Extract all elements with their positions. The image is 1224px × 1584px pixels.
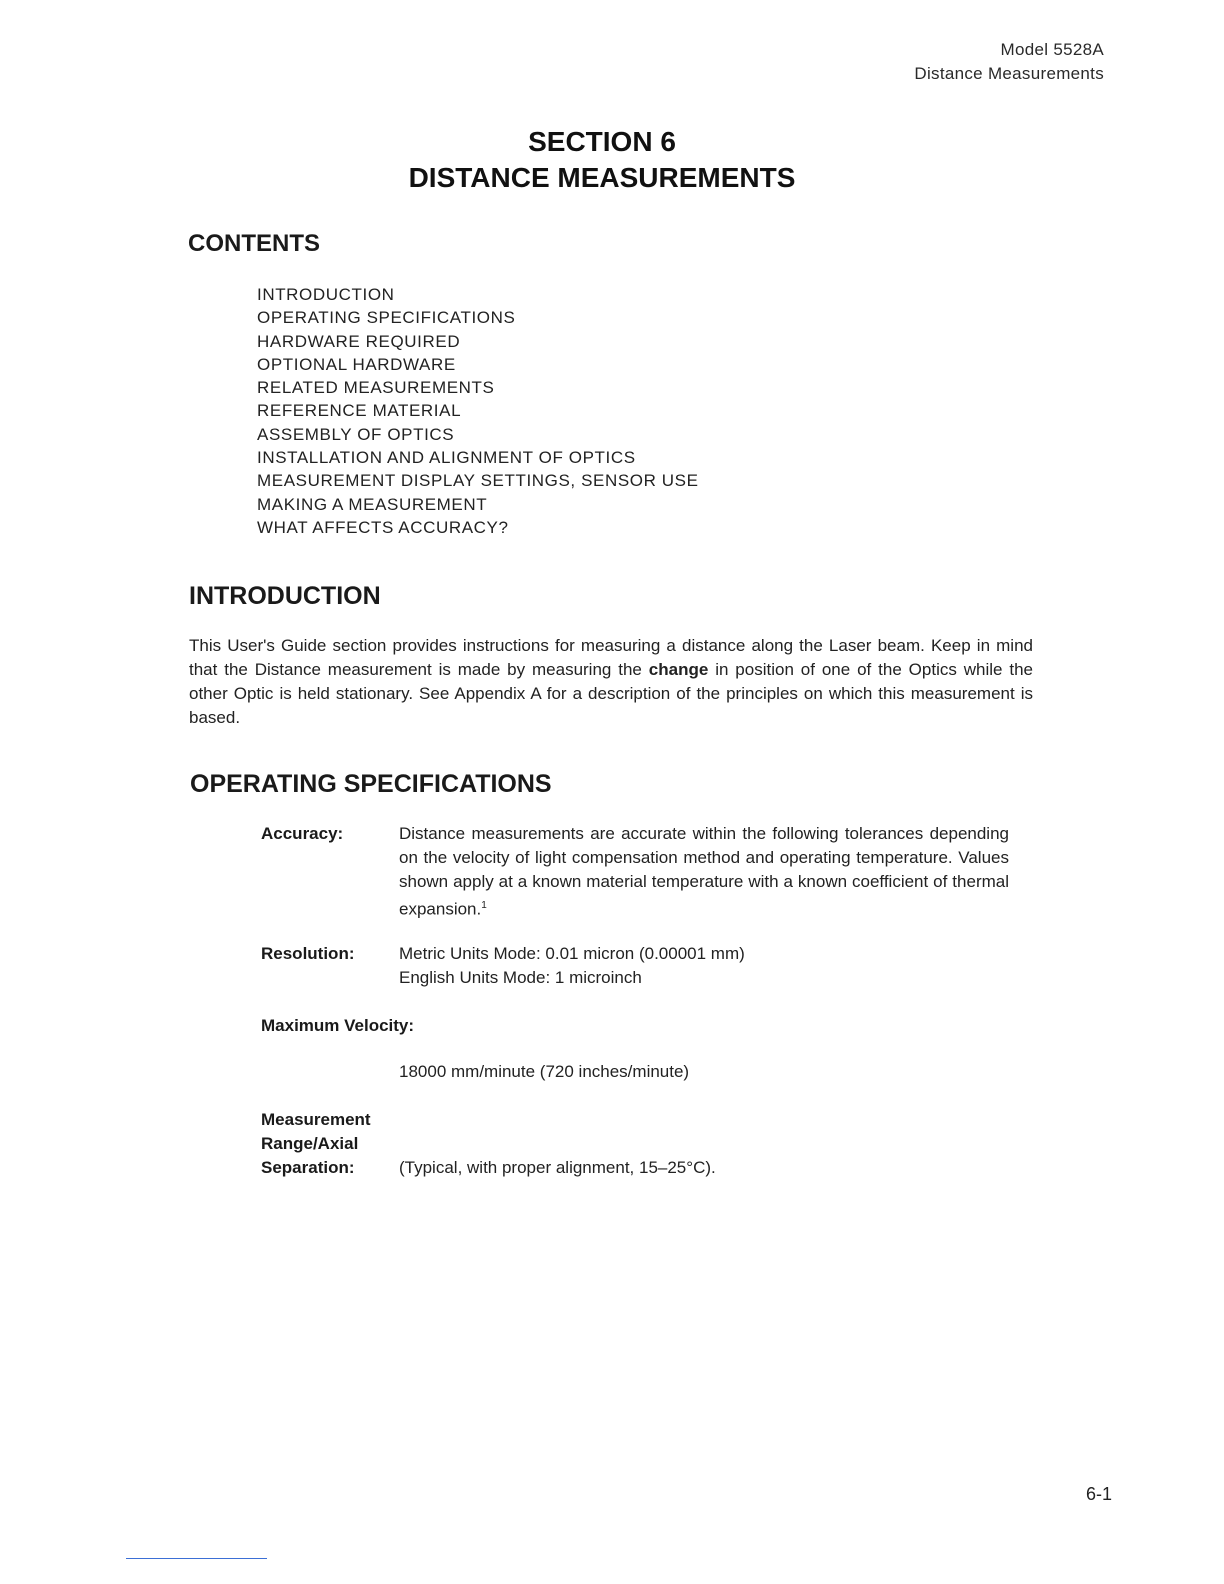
toc-item: MAKING A MEASUREMENT	[257, 494, 488, 514]
toc-item: REFERENCE MATERIAL	[257, 401, 462, 421]
toc-item: WHAT AFFECTS ACCURACY?	[257, 517, 509, 537]
toc-item: OPERATING SPECIFICATIONS	[257, 308, 516, 328]
header-model: Model 5528A	[1000, 40, 1104, 59]
footnote-ref: 1	[481, 900, 487, 911]
intro-text-end: in position of one of the Optics while the other Optic is held stationary. See Appendix A for a description of the principles on which this measurement is based.	[189, 660, 1033, 727]
introduction-heading: INTRODUCTION	[189, 582, 381, 610]
intro-emphasis: change	[648, 660, 709, 679]
range-label-line2: Range/Axial	[261, 1134, 359, 1153]
contents-list	[257, 283, 699, 539]
max-velocity-label: Maximum Velocity:	[261, 1016, 415, 1035]
toc-item: INTRODUCTION	[257, 285, 395, 304]
footnote-divider	[126, 1558, 267, 1559]
measurement-range-value: (Typical, with proper alignment, 15–25°C).	[399, 1158, 716, 1177]
introduction-paragraph	[189, 634, 1033, 730]
resolution-value	[399, 942, 1009, 990]
toc-item: RELATED MEASUREMENTS	[257, 378, 495, 398]
range-label-line1: Measurement	[261, 1110, 371, 1129]
intro-text-start: This User's Guide section provides instructions for measuring a distance along the Laser beam. Keep in mind that the Distance measurement is made by measuring the	[189, 636, 1033, 679]
toc-item: HARDWARE REQUIRED	[257, 331, 461, 351]
range-label-line3: Separation:	[261, 1158, 355, 1177]
toc-item: ASSEMBLY OF OPTICS	[257, 424, 455, 444]
measurement-range-label	[261, 1108, 371, 1180]
section-number: SECTION 6	[528, 126, 676, 157]
contents-heading: CONTENTS	[188, 230, 320, 257]
accuracy-label: Accuracy:	[261, 824, 344, 843]
toc-item: INSTALLATION AND ALIGNMENT OF OPTICS	[257, 448, 636, 468]
accuracy-value	[399, 822, 1009, 922]
section-title	[0, 124, 1204, 196]
section-name: DISTANCE MEASUREMENTS	[408, 162, 796, 193]
running-header	[914, 38, 1104, 86]
toc-item: OPTIONAL HARDWARE	[257, 354, 456, 374]
toc-item: MEASUREMENT DISPLAY SETTINGS, SENSOR USE	[257, 471, 699, 491]
page-number: 6-1	[1085, 1484, 1112, 1504]
header-subject: Distance Measurements	[914, 64, 1104, 83]
max-velocity-value: 18000 mm/minute (720 inches/minute)	[399, 1062, 690, 1081]
resolution-metric: Metric Units Mode: 0.01 micron (0.00001 mm)	[399, 944, 745, 963]
accuracy-text: Distance measurements are accurate within the following tolerances depending on the velocity of light compensation method and operating temperature. Values shown apply at a known material temperature with a known coefficient of thermal expansion.	[399, 824, 1009, 919]
operating-specifications-heading: OPERATING SPECIFICATIONS	[190, 770, 552, 798]
resolution-english: English Units Mode: 1 microinch	[399, 968, 642, 987]
resolution-label: Resolution:	[261, 944, 355, 963]
